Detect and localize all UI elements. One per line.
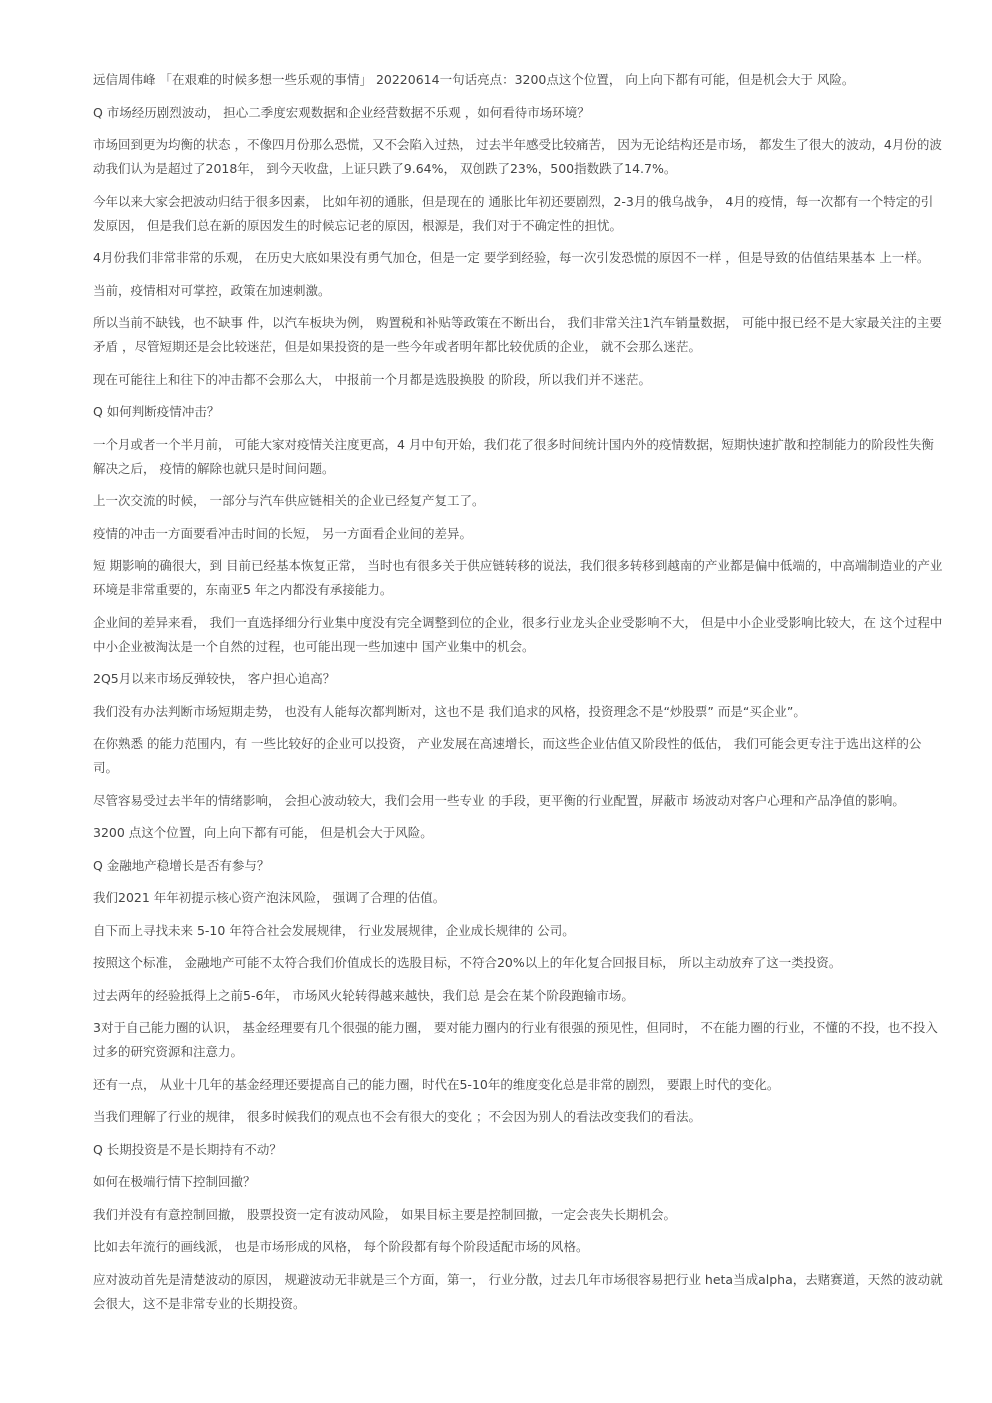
paragraph: 尽管容易受过去半年的情绪影响， 会担心波动较大，我们会用一些专业 的手段，更平衡的行业配置，屏蔽市 场波动对客户心理和产品净值的影响。	[93, 792, 905, 808]
paragraph: 今年以来大家会把波动归结于很多因素， 比如年初的通胀，但是现在的 通胀比年初还要剧烈，2-3月的俄乌战争， 4月的疫情，每一次都有一个特定的引发原因， 但是我们总在新的原因发生的时候忘记老的原因，根源是，我们对于不确定性的担忧。	[93, 193, 934, 233]
question-epidemic-impact: Q 如何判断疫情冲击？	[93, 404, 220, 419]
paragraph: 我们没有办法判断市场短期走势， 也没有人能每次都判断对，这也不是 我们追求的风格，投资理念不是“炒股票” 而是“买企业”。	[93, 703, 806, 719]
paragraph: 我们并没有有意控制回撤， 股票投资一定有波动风险， 如果目标主要是控制回撤，一定会丧失长期机会。	[93, 1206, 676, 1222]
paragraph: 我们2021 年年初提示核心资产泡沫风险， 强调了合理的估值。	[93, 890, 446, 905]
paragraph: 当前，疫情相对可掌控，政策在加速刺激。	[93, 282, 331, 298]
question-finance-realestate: Q 金融地产稳增长是否有参与？	[93, 857, 270, 873]
question-long-term-holding: Q 长期投资是不是长期持有不动？	[93, 1141, 282, 1157]
paragraph: 所以当前不缺钱，也不缺事 件，以汽车板块为例， 购置税和补贴等政策在不断出台， 我们非常关注1汽车销量数据， 可能中报已经不是大家最关注的主要矛盾 ，尽管短期还是会比较迷茫，但是如果投资的是一些今年或者明年都比较优质的企业， 就不会那么迷茫。	[93, 315, 942, 354]
paragraph: 短 期影响的确很大，到 目前已经基本恢复正常， 当时也有很多关于供应链转移的说法，我们很多转移到越南的产业都是偏中低端的，中高端制造业的产业环境是非常重要的，东南亚5 年之内都没有承接能力。	[93, 558, 943, 597]
paragraph: 3200 点这个位置，向上向下都有可能， 但是机会大于风险。	[93, 825, 433, 840]
paragraph: 比如去年流行的画线派， 也是市场形成的风格， 每个阶段都有每个阶段适配市场的风格。	[93, 1239, 589, 1254]
paragraph: 上一次交流的时候， 一部分与汽车供应链相关的企业已经复产复工了。	[93, 493, 485, 508]
paragraph: 应对波动首先是清楚波动的原因， 规避波动无非就是三个方面，第一， 行业分散，过去几年市场很容易把行业 heta当成alpha，去赌赛道，天然的波动就会很大，这不是非常专业的长期投资。	[93, 1271, 943, 1311]
paragraph: 市场回到更为均衡的状态 ，不像四月份那么恐慌，又不会陷入过热， 过去半年感受比较痛苦， 因为无论结构还是市场， 都发生了很大的波动，4月份的波动我们认为是超过了2018年， 到今天收盘，上证只跌了9.64%， 双创跌了23%，500指数跌了14.7%。	[93, 137, 942, 176]
question-rebound: 2Q5月以来市场反弹较快， 客户担心追高？	[93, 671, 336, 686]
paragraph: 一个月或者一个半月前， 可能大家对疫情关注度更高，4 月中旬开始，我们花了很多时间统计国内外的疫情数据，短期快速扩散和控制能力的阶段性失衡解决之后， 疫情的解除也就只是时间问题。	[93, 436, 934, 476]
question-market-volatility: Q 市场经历剧烈波动， 担心二季度宏观数据和企业经营数据不乐观 ，如何看待市场环境？	[93, 104, 590, 120]
paragraph: 现在可能往上和往下的冲击都不会那么大， 中报前一个月都是选股换股 的阶段，所以我们并不迷茫。	[93, 371, 651, 387]
paragraph: 企业间的差异来看， 我们一直选择细分行业集中度没有完全调整到位的企业，很多行业龙头企业受影响不大， 但是中小企业受影响比较大，在 这个过程中中小企业被淘汰是一个自然的过程，也可能出现一些加速中 国产业集中的机会。	[93, 614, 943, 654]
paragraph: 还有一点， 从业十几年的基金经理还要提高自己的能力圈，时代在5-10年的维度变化总是非常的剧烈， 要跟上时代的变化。	[93, 1076, 780, 1092]
paragraph: 在你熟悉 的能力范围内，有 一些比较好的企业可以投资， 产业发展在高速增长，而这些企业估值又阶段性的低估， 我们可能会更专注于选出这样的公司。	[93, 736, 922, 775]
paragraph: 自下而上寻找未来 5-10 年符合社会发展规律， 行业发展规律，企业成长规律的 公司。	[93, 922, 575, 938]
paragraph: 3对于自己能力圈的认识， 基金经理要有几个很强的能力圈， 要对能力圈内的行业有很强的预见性，但同时， 不在能力圈的行业，不懂的不投，也不投入过多的研究资源和注意力。	[93, 1020, 938, 1059]
paragraph: 疫情的冲击一方面要看冲击时间的长短， 另一方面看企业间的差异。	[93, 525, 472, 541]
paragraph: 按照这个标准， 金融地产可能不太符合我们价值成长的选股目标，不符合20%以上的年化复合回报目标， 所以主动放弃了这一类投资。	[93, 955, 842, 970]
title-line: 远信周伟峰 「在艰难的时候多想一些乐观的事情」 20220614一句话亮点：3200点这个位置， 向上向下都有可能，但是机会大于 风险。	[93, 72, 855, 87]
question-drawdown-control: 如何在极端行情下控制回撤？	[93, 1174, 256, 1189]
paragraph: 4月份我们非常非常的乐观， 在历史大底如果没有勇气加仓，但是一定 要学到经验，每一次引发恐慌的原因不一样 ，但是导致的估值结果基本 上一样。	[93, 250, 930, 265]
paragraph: 过去两年的经验抵得上之前5-6年， 市场风火轮转得越来越快，我们总 是会在某个阶段跑输市场。	[93, 987, 634, 1003]
paragraph: 当我们理解了行业的规律， 很多时候我们的观点也不会有很大的变化 ；不会因为别人的看法改变我们的看法。	[93, 1109, 701, 1124]
document-body	[93, 68, 943, 1324]
